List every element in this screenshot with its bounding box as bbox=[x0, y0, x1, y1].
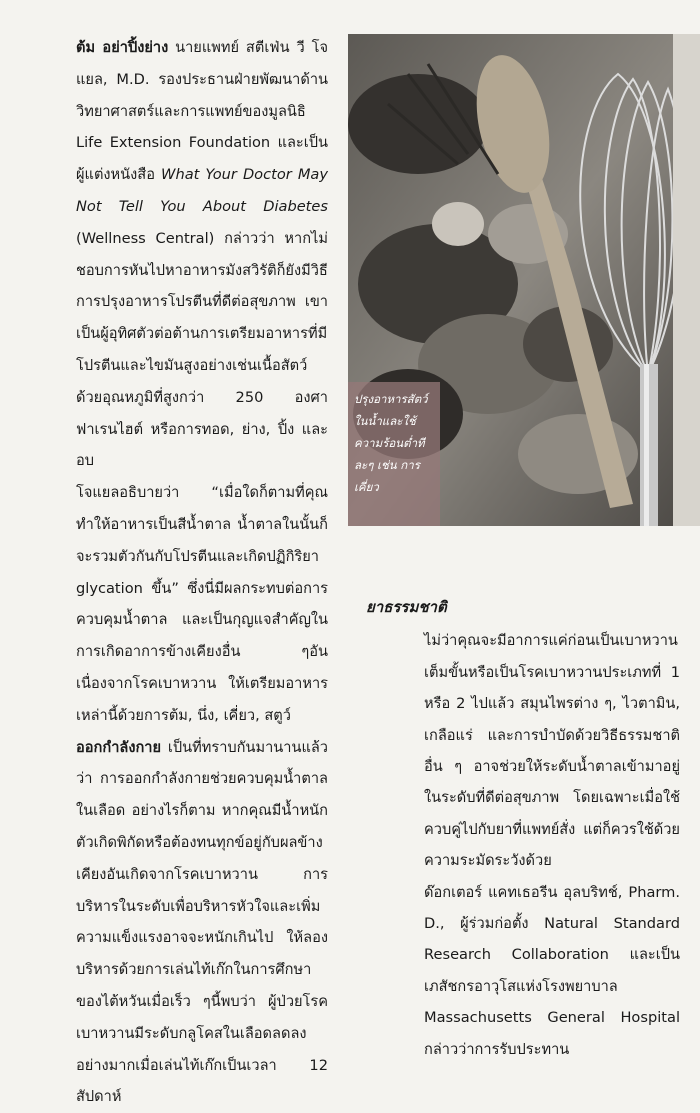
text-joyal-advice: (Wellness Central) กล่าวว่า หากไม่ชอบการหันไปหาอาหารมังสวิรัติก็ยังมีวิธีการปรุงอาหารโปรตีนที่ดีต่อสุขภาพ เขาเป็นผู้อุทิศตัวต่อต้านการเตรียมอาหารที่มีโปรตีนและไขมันสูงอย่างเช่นเนื้อสัตว์ด้วยอุณหภูมิที่สูงกว่า 250 องศาฟาเรนไฮต์ หรือการทอด, ย่าง, ปิ้ง และอบ bbox=[76, 229, 328, 470]
section-title-natural-medicine: ยาธรรมชาติ bbox=[366, 598, 447, 616]
paragraph-glycation: โจแยลอธิบายว่า “เมื่อใดก็ตามที่คุณทำให้อาหารเป็นสีน้ำตาล น้ำตาลในนั้นก็จะรวมตัวกันกับโปรตีนและเกิดปฏิกิริยา glycation ขึ้น” ซึ่งนี่มีผลกระทบต่อการควบคุมน้ำตาล และเป็นกุญแจสำคัญในการเกิดอาการข้างเคียงอื่น ๆอันเนื่องจากโรคเบาหวาน ให้เตรียมอาหารเหล่านี้ด้วยการต้ม, นึ่ง, เคี่ยว, สตูว์ bbox=[76, 484, 328, 724]
left-column bbox=[18, 32, 328, 1113]
subheading-exercise: ออกกำลังกาย bbox=[76, 738, 162, 756]
photo-caption: ปรุงอาหารสัตว์ในน้ำและใช้ความร้อนต่ำทีละๆ เช่น การเคี่ยว bbox=[348, 382, 440, 526]
book-title: What Your Doctor May Not Tell You About Diabetes bbox=[76, 166, 329, 215]
food-photo bbox=[348, 34, 700, 526]
right-column bbox=[366, 592, 680, 1065]
text-exercise: เป็นที่ทราบกันมานานแล้วว่า การออกกำลังกายช่วยควบคุมน้ำตาลในเลือด อย่างไรก็ตาม หากคุณมีน้ำหนักตัวเกิดพิกัดหรือต้องทนทุกข์อยู่กับผลข้างเคียงอันเกิดจากโรคเบาหวาน การบริหารในระดับเพื่อบริหารหัวใจและเพิ่มความแข็งแรงอาจจะหนักเกินไป ให้ลองบริหารด้วยการเล่นไท้เก๊กในการศึกษาของไต้หวันเมื่อเร็ว ๆนี้พบว่า ผู้ป่วยโรคเบาหวานมีระดับกลูโคสในเลือดลดลงอย่างมากเมื่อเล่นไท้เก๊กเป็นเวลา 12 สัปดาห์ bbox=[76, 738, 328, 1106]
paragraph-natural-remedies: ไม่ว่าคุณจะมีอาการแค่ก่อนเป็นเบาหวานเต็มขั้นหรือเป็นโรคเบาหวานประเภทที่ 1 หรือ 2 ไปแล้ว สมุนไพรต่าง ๆ, ไวตามิน, เกลือแร่ และการบำบัดด้วยวิธีธรรมชาติอื่น ๆ อาจช่วยให้ระดับน้ำตาลเข้ามาอยู่ในระดับที่ดีต่อสุขภาพ โดยเฉพาะเมื่อใช้ควบคู่ไปกับยาที่แพทย์สั่ง แต่ก็ควรใช้ด้วยความระมัดระวังด้วย bbox=[424, 632, 680, 870]
paragraph-ulbricht: ด๊อกเตอร์ แคทเธอรีน อุลบริทช์, Pharm. D., ผู้ร่วมก่อตั้ง Natural Standard Research Collaboration และเป็นเภสัชกรอาวุโสแห่งโรงพยาบาล Massachusetts General Hospital กล่าวว่าการรับประทาน bbox=[424, 883, 680, 1058]
text-joyal-intro: นายแพทย์ สตีเฟ่น วี โจแยล, M.D. รองประธานฝ่ายพัฒนาด้านวิทยาศาสตร์และการแพทย์ของมูลนิธิ Life Extension Foundation และเป็นผู้แต่งหนังสือ bbox=[76, 39, 328, 184]
subheading-boil-not-grill: ต้ม อย่าปิ้งย่าง bbox=[76, 39, 169, 56]
paragraph-exercise bbox=[18, 732, 328, 1113]
paragraph-cooking-methods bbox=[18, 32, 328, 477]
